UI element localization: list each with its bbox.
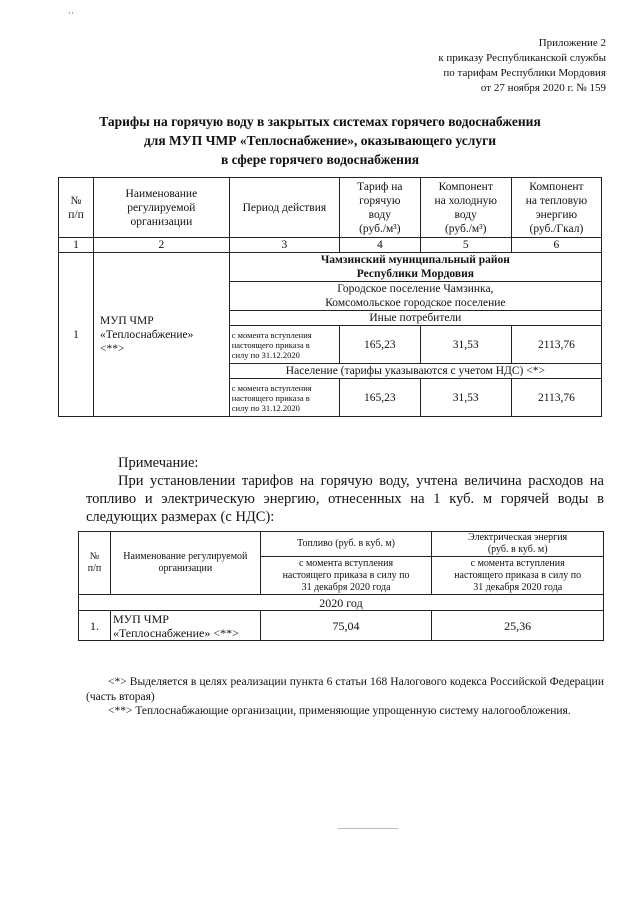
appendix-line: к приказу Республиканской службы — [438, 52, 606, 64]
appendix-line: Приложение 2 — [538, 37, 606, 49]
period-fuel: с момента вступления настоящего приказа в силу по 31 декабря 2020 года — [260, 557, 432, 595]
header-fuel: Топливо (руб. в куб. м) — [260, 532, 432, 557]
district-name: Чамзинский муниципальный район Республики Мордовия — [229, 253, 601, 282]
organization-name: МУП ЧМР «Теплоснабжение» <**> — [93, 253, 229, 417]
header-period: Период действия — [229, 178, 339, 238]
appendix-line: от 27 ноября 2020 г. № 159 — [480, 82, 606, 94]
cold-water-value: 31,53 — [420, 326, 511, 364]
title-line: для МУП ЧМР «Теплоснабжение», оказывающего услуги — [143, 133, 497, 148]
footnotes — [86, 675, 604, 719]
period-cell: с момента вступления настоящего приказа в силу по 31.12.2020 — [229, 379, 339, 417]
fuel-value: 75,04 — [260, 611, 432, 641]
period-cell: с момента вступления настоящего приказа в силу по 31.12.2020 — [229, 326, 339, 364]
tariff-value: 165,23 — [340, 326, 421, 364]
table-header-row — [79, 532, 604, 557]
expense-table — [78, 531, 604, 641]
header-heat-energy: Компонент на тепловую энергию (руб./Гкал) — [511, 178, 601, 238]
index-row: 1 2 3 4 5 6 — [59, 238, 602, 253]
header-cold-water: Компонент на холодную воду (руб./м³) — [420, 178, 511, 238]
heat-energy-value: 2113,76 — [511, 326, 601, 364]
title-line: в сфере горячего водоснабжения — [220, 152, 420, 167]
group-population: Население (тарифы указываются с учетом НДС) <*> — [229, 364, 601, 379]
header-org: Наименование регулируемой организации — [93, 178, 229, 238]
header-num: № п/п — [59, 178, 94, 238]
note-heading: Примечание: — [118, 455, 199, 471]
row-number: 1 — [59, 253, 94, 417]
table-header-row — [59, 178, 602, 238]
group-other-consumers: Иные потребители — [229, 311, 601, 326]
table-row — [79, 611, 604, 641]
document-title — [0, 112, 640, 169]
year-label: 2020 год — [79, 595, 604, 611]
appendix-line: по тарифам Республики Мордовия — [443, 67, 606, 79]
period-electric: с момента вступления настоящего приказа в силу по 31 декабря 2020 года — [432, 557, 604, 595]
organization-name: МУП ЧМР «Теплоснабжение» <**> — [110, 611, 260, 641]
footnote-1: <*> Выделяется в целях реализации пункта 6 статьи 168 Налогового кодекса Российской Федерации (часть вторая) — [86, 676, 604, 703]
footnote-2: <**> Теплоснабжающие организации, применяющие упрощенную систему налогообложения. — [108, 705, 571, 717]
bottom-divider — [338, 828, 398, 829]
heat-energy-value: 2113,76 — [511, 379, 601, 417]
title-line: Тарифы на горячую воду в закрытых системах горячего водоснабжения — [99, 114, 541, 129]
header-electric: Электрическая энергия (руб. в куб. м) — [432, 532, 604, 557]
row-number: 1. — [79, 611, 111, 641]
header-org: Наименование регулируемой организации — [110, 532, 260, 595]
tariff-value: 165,23 — [340, 379, 421, 417]
header-num: № п/п — [79, 532, 111, 595]
year-row — [79, 595, 604, 611]
note-text: При установлении тарифов на горячую воду, учтена величина расходов на топливо и электрическую энергию, отнесенных на 1 куб. м горячей воды в следующих размерах (с НДС): — [86, 473, 604, 525]
tariff-table — [58, 177, 602, 417]
cold-water-value: 31,53 — [420, 379, 511, 417]
corner-mark: ·· — [68, 8, 74, 18]
electric-value: 25,36 — [432, 611, 604, 641]
appendix-header — [438, 36, 606, 96]
header-tariff: Тариф на горячую воду (руб./м³) — [340, 178, 421, 238]
settlement-name: Городское поселение Чамзинка, Комсомольское городское поселение — [229, 282, 601, 311]
district-row — [59, 253, 602, 282]
